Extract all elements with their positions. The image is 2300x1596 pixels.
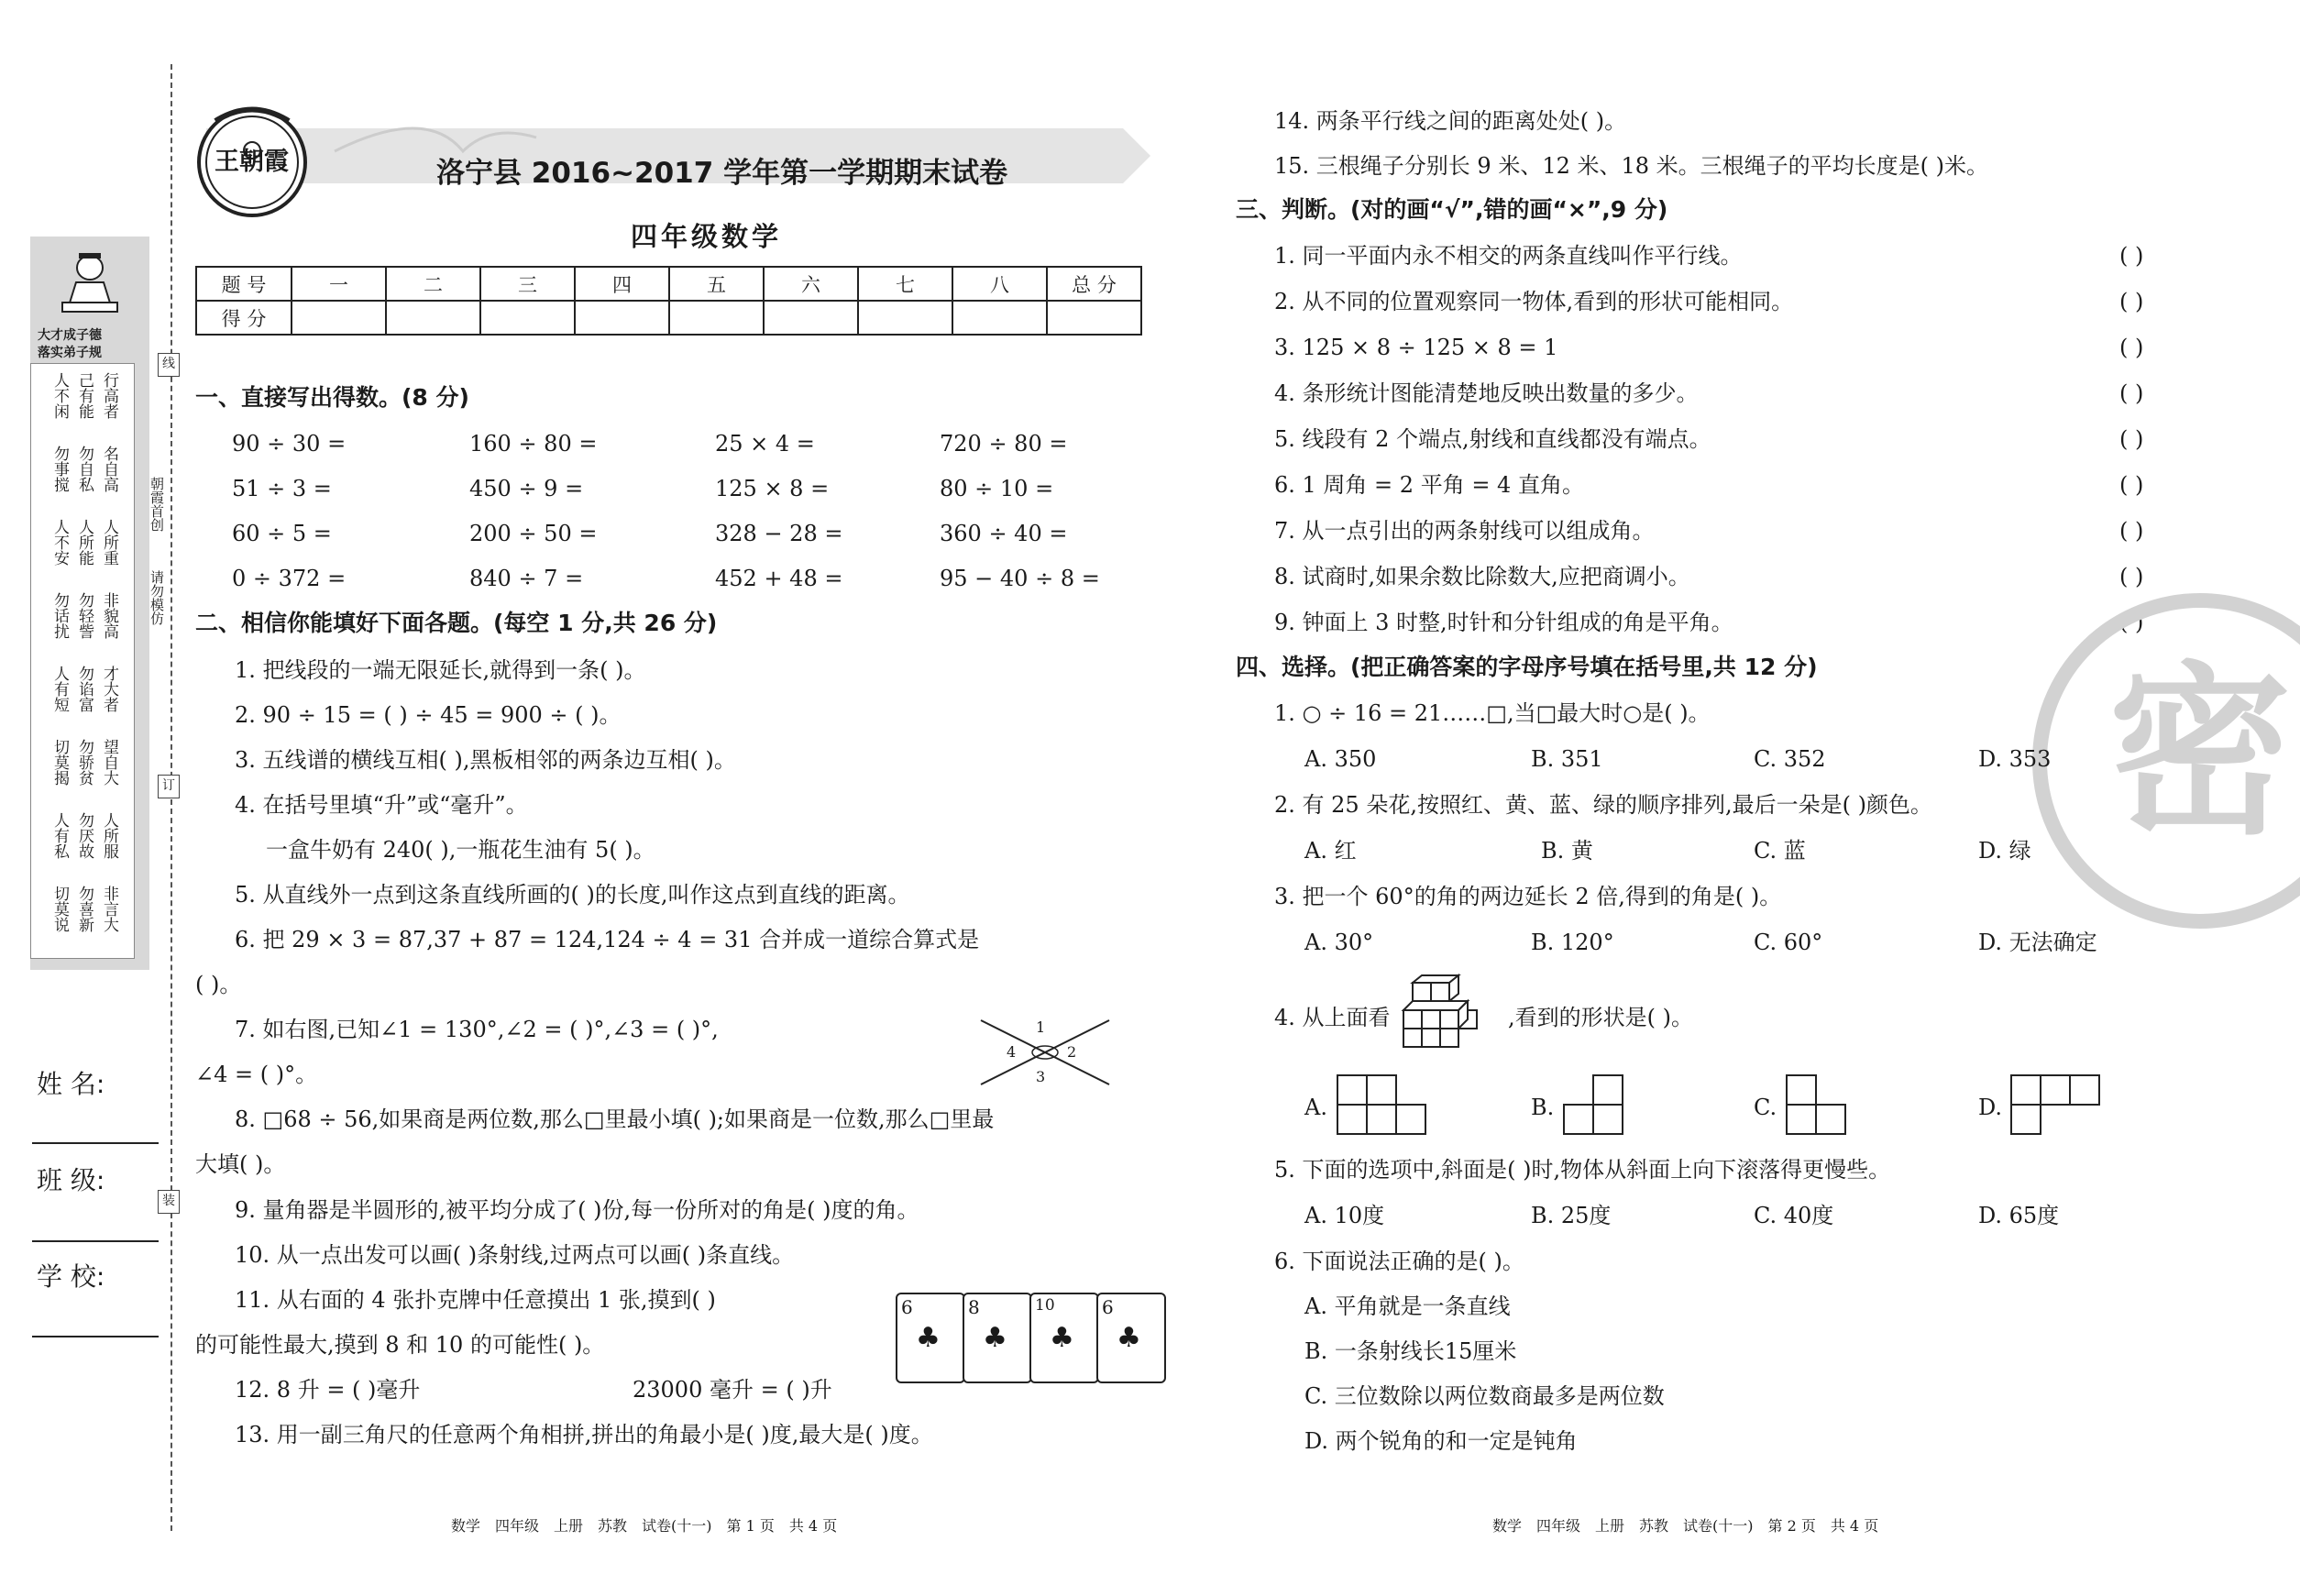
class-field-line[interactable] [32,1240,159,1242]
motto-col-10: 勿话扰 [50,592,69,639]
card-rank: 10 [1035,1296,1055,1315]
school-field-line[interactable] [32,1336,159,1337]
angle-label-2: 2 [1067,1043,1077,1061]
choice-option[interactable]: A. 平角就是一条直线 [1304,1293,1511,1319]
calc-item: 328 − 28 = [715,521,843,546]
fill-q6: 6. 把 29 × 3 = 87,37 + 87 = 124,124 ÷ 4 = 31 合并成一道综合算式是 [235,927,980,952]
motto-col-18: 望自大 [100,739,118,786]
score-cell[interactable] [292,301,386,335]
fill-q4-sub: 一盒牛奶有 240( ),一瓶花生油有 5( )。 [266,837,655,863]
choice-option[interactable]: B. 黄 [1541,838,1593,864]
confidential-watermark [2026,587,2300,935]
score-row-label: 得 分 [196,301,292,335]
score-cell[interactable] [480,301,575,335]
choice-option[interactable]: D. 两个锐角的和一定是钝角 [1304,1428,1578,1454]
motto-col-6: 名自高 [100,446,118,492]
judge-item: 4. 条形统计图能清楚地反映出数量的多少。 [1274,380,1699,406]
calc-item: 200 ÷ 50 = [469,521,598,546]
judge-item: 6. 1 周角 = 2 平角 = 4 直角。 [1274,472,1584,498]
strip-caption-2: 落实弟子规 [38,346,102,360]
calc-item: 25 × 4 = [715,431,815,457]
score-header-cell: 八 [952,267,1047,301]
choice-option-label[interactable]: D. [1978,1095,2003,1120]
fill-q12b: 23000 毫升 = ( )升 [633,1377,832,1403]
motto-col-7: 人不安 [50,519,69,566]
judge-blank[interactable]: ( ) [2119,243,2144,269]
judge-item: 3. 125 × 8 ÷ 125 × 8 = 1 [1274,335,1558,360]
playing-card [963,1293,1032,1383]
score-header-cell: 六 [764,267,858,301]
judge-item: 7. 从一点引出的两条射线可以组成角。 [1274,518,1655,544]
choice-option[interactable]: D. 65度 [1978,1203,2060,1228]
score-cell[interactable] [575,301,669,335]
score-header-cell: 四 [575,267,669,301]
judge-blank[interactable]: ( ) [2119,472,2144,498]
choice-option[interactable]: D. 无法确定 [1978,930,2097,955]
score-header-cell: 二 [386,267,480,301]
section1-heading: 一、直接写出得数。(8 分) [195,384,469,411]
fill-q3: 3. 五线谱的横线互相( ),黑板相邻的两条边互相( )。 [235,747,736,773]
fill-q13: 13. 用一副三角尺的任意两个角相拼,拼出的角最小是( )度,最大是( )度。 [235,1422,933,1447]
score-cell[interactable] [858,301,952,335]
choice-option[interactable]: D. 绿 [1978,838,2031,864]
motto-col-11: 勿轻訾 [75,592,94,639]
choice-q3: 3. 把一个 60°的角的两边延长 2 倍,得到的角是( )。 [1274,884,1782,909]
footer-left: 数学 四年级 上册 苏教 试卷(十一) 第 1 页 共 4 页 [451,1517,838,1535]
choice-q4-end: ,看到的形状是( )。 [1508,1005,1693,1030]
school-field-label: 学 校: [37,1261,105,1292]
choice-option[interactable]: C. 40度 [1754,1203,1834,1228]
playing-card [1096,1293,1166,1383]
exam-title: 洛宁县 2016~2017 学年第一学期期末试卷 [436,157,1008,190]
score-header-cell: 一 [292,267,386,301]
club-icon: ♣ [916,1322,941,1354]
score-header-cell: 总 分 [1047,267,1141,301]
fill-q11: 11. 从右面的 4 张扑克牌中任意摸出 1 张,摸到( ) [235,1287,716,1313]
section2-heading: 二、相信你能填好下面各题。(每空 1 分,共 26 分) [195,610,718,636]
angle-label-3: 3 [1036,1068,1046,1085]
choice-option[interactable]: C. 352 [1754,746,1826,772]
score-header-cell: 七 [858,267,952,301]
motto-col-4: 勿事搅 [50,446,69,492]
fill-q14: 14. 两条平行线之间的距离处处( )。 [1274,108,1627,134]
option-c-shape[interactable] [1786,1074,1850,1135]
motto-col-16: 切莫揭 [50,739,69,786]
fill-q5: 5. 从直线外一点到这条直线所画的( )的长度,叫作这点到直线的距离。 [235,882,910,908]
option-d-shape[interactable] [2010,1074,2102,1135]
choice-option[interactable]: C. 三位数除以两位数商最多是两位数 [1304,1383,1665,1409]
club-icon: ♣ [1117,1322,1141,1354]
calc-item: 452 + 48 = [715,566,843,591]
choice-q5: 5. 下面的选项中,斜面是( )时,物体从斜面上向下滚落得更慢些。 [1274,1157,1891,1183]
section3-heading: 三、判断。(对的画“√”,错的画“×”,9 分) [1236,196,1668,223]
judge-item: 8. 试商时,如果余数比除数大,应把商调小。 [1274,564,1690,589]
choice-option[interactable]: D. 353 [1978,746,2052,772]
motto-col-15: 才大者 [100,666,118,712]
cube-stack-figure [1400,974,1510,1056]
seal-char-3: 装 [158,1190,180,1214]
judge-blank[interactable]: ( ) [2119,610,2144,635]
scholar-icon [53,248,127,321]
angle-label-4: 4 [1007,1043,1017,1061]
exam-subtitle: 四年级数学 [631,221,783,252]
motto-col-3: 行高者 [100,372,118,419]
calc-item: 90 ÷ 30 = [232,431,347,457]
calc-item: 125 × 8 = [715,476,830,501]
choice-option-label[interactable]: B. [1531,1095,1555,1120]
fill-q11-sub: 的可能性最大,摸到 8 和 10 的可能性( )。 [195,1332,605,1358]
fill-q12a: 12. 8 升 = ( )毫升 [235,1377,421,1403]
section4-heading: 四、选择。(把正确答案的字母序号填在括号里,共 12 分) [1236,654,1818,680]
score-header-cell: 题 号 [196,267,292,301]
fill-q15: 15. 三根绳子分别长 9 米、12 米、18 米。三根绳子的平均长度是( )米。 [1274,153,1989,179]
choice-option[interactable]: B. 25度 [1531,1203,1612,1228]
motto-col-21: 人所服 [100,812,118,859]
fill-q9: 9. 量角器是半圆形的,被平均分成了( )份,每一份所对的角是( )度的角。 [235,1197,919,1223]
side-mark-1: 朝霞首创 [149,477,165,532]
calc-item: 95 − 40 ÷ 8 = [940,566,1100,591]
playing-card [1029,1293,1099,1383]
choice-option-label[interactable]: A. [1304,1095,1327,1120]
logo-text: 王朝霞 [215,148,289,176]
fill-q7: 7. 如右图,已知∠1 = 130°,∠2 = ( )°,∠3 = ( )°, [235,1017,719,1042]
choice-option[interactable]: C. 60° [1754,930,1823,955]
judge-blank[interactable]: ( ) [2119,380,2144,406]
motto-col-12: 非貌高 [100,592,118,639]
judge-item: 2. 从不同的位置观察同一物体,看到的形状可能相同。 [1274,289,1794,314]
motto-col-1: 人不闲 [50,372,69,419]
footer-right: 数学 四年级 上册 苏教 试卷(十一) 第 2 页 共 4 页 [1492,1517,1879,1535]
calc-item: 60 ÷ 5 = [232,521,332,546]
choice-option[interactable]: B. 351 [1531,746,1603,772]
card-rank: 6 [901,1296,913,1318]
calc-item: 840 ÷ 7 = [469,566,584,591]
choice-q1: 1. ○ ÷ 16 = 21……□,当□最大时○是( )。 [1274,700,1711,726]
calc-item: 450 ÷ 9 = [469,476,584,501]
choice-q6: 6. 下面说法正确的是( )。 [1274,1249,1524,1274]
choice-q2: 2. 有 25 朵花,按照红、黄、蓝、绿的顺序排列,最后一朵是( )颜色。 [1274,792,1932,818]
motto-col-24: 非言大 [100,886,118,932]
name-field-label: 姓 名: [37,1069,105,1099]
fill-q8: 8. □68 ÷ 56,如果商是两位数,那么□里最小填( );如果商是一位数,那么□里最 [235,1106,995,1132]
score-cell[interactable] [669,301,764,335]
choice-option[interactable]: B. 一条射线长15厘米 [1304,1338,1517,1364]
choice-option[interactable]: A. 10度 [1304,1203,1385,1228]
motto-col-23: 勿喜新 [75,886,94,932]
card-rank: 6 [1102,1296,1114,1318]
score-header-cell: 五 [669,267,764,301]
calc-item: 360 ÷ 40 = [940,521,1068,546]
strip-caption-1: 大才成子德 [38,328,102,343]
calc-item: 160 ÷ 80 = [469,431,598,457]
judge-item: 9. 钟面上 3 时整,时针和分针组成的角是平角。 [1274,610,1733,635]
class-field-label: 班 级: [37,1165,105,1195]
calc-item: 51 ÷ 3 = [232,476,332,501]
motto-col-14: 勿谄富 [75,666,94,712]
fill-q7-sub: ∠4 = ( )°。 [195,1062,318,1087]
title-banner [188,96,1160,215]
motto-col-2: 己有能 [75,372,94,419]
option-a-shape[interactable] [1337,1074,1428,1135]
judge-blank[interactable]: ( ) [2119,518,2144,544]
fill-q1: 1. 把线段的一端无限延长,就得到一条( )。 [235,657,646,683]
score-cell[interactable] [386,301,480,335]
score-table [195,266,1142,336]
motto-col-19: 人有私 [50,812,69,859]
choice-option[interactable]: C. 蓝 [1754,838,1806,864]
choice-option[interactable]: A. 红 [1304,838,1357,864]
fill-q6-answer: ( )。 [195,972,242,997]
option-b-shape[interactable] [1563,1074,1627,1135]
playing-card [896,1293,965,1383]
name-field-line[interactable] [32,1142,159,1144]
side-mark-2: 请勿模仿 [149,570,165,625]
choice-option[interactable]: A. 350 [1304,746,1377,772]
judge-blank[interactable]: ( ) [2119,335,2144,360]
calc-item: 720 ÷ 80 = [940,431,1068,457]
fill-q2: 2. 90 ÷ 15 = ( ) ÷ 45 = 900 ÷ ( )。 [235,702,622,728]
score-cell[interactable] [1047,301,1141,335]
angle-label-1: 1 [1036,1018,1046,1036]
motto-col-5: 勿自私 [75,446,94,492]
motto-col-20: 勿厌故 [75,812,94,859]
judge-item: 5. 线段有 2 个端点,射线和直线都没有端点。 [1274,426,1711,452]
calc-item: 80 ÷ 10 = [940,476,1054,501]
choice-option[interactable]: B. 120° [1531,930,1614,955]
judge-blank[interactable]: ( ) [2119,289,2144,314]
svg-text:密: 密 [2107,646,2293,860]
fill-q10: 10. 从一点出发可以画( )条射线,过两点可以画( )条直线。 [235,1242,795,1268]
choice-option-label[interactable]: C. [1754,1095,1777,1120]
seal-char-1: 线 [158,353,180,377]
score-cell[interactable] [764,301,858,335]
motto-col-8: 人所能 [75,519,94,566]
choice-option[interactable]: A. 30° [1304,930,1374,955]
calc-item: 0 ÷ 372 = [232,566,347,591]
seal-char-2: 订 [158,775,180,798]
card-rank: 8 [968,1296,980,1318]
motto-col-9: 人所重 [100,519,118,566]
score-header-cell: 三 [480,267,575,301]
score-cell[interactable] [952,301,1047,335]
fill-q4: 4. 在括号里填“升”或“毫升”。 [235,792,528,818]
club-icon: ♣ [983,1322,1007,1354]
judge-blank[interactable]: ( ) [2119,426,2144,452]
motto-col-13: 人有短 [50,666,69,712]
club-icon: ♣ [1050,1322,1074,1354]
judge-blank[interactable]: ( ) [2119,564,2144,589]
motto-col-17: 勿骄贫 [75,739,94,786]
judge-item: 1. 同一平面内永不相交的两条直线叫作平行线。 [1274,243,1743,269]
fill-q8-sub: 大填( )。 [195,1151,286,1177]
motto-col-22: 切莫说 [50,886,69,932]
choice-q4-start: 4. 从上面看 [1274,1005,1391,1030]
